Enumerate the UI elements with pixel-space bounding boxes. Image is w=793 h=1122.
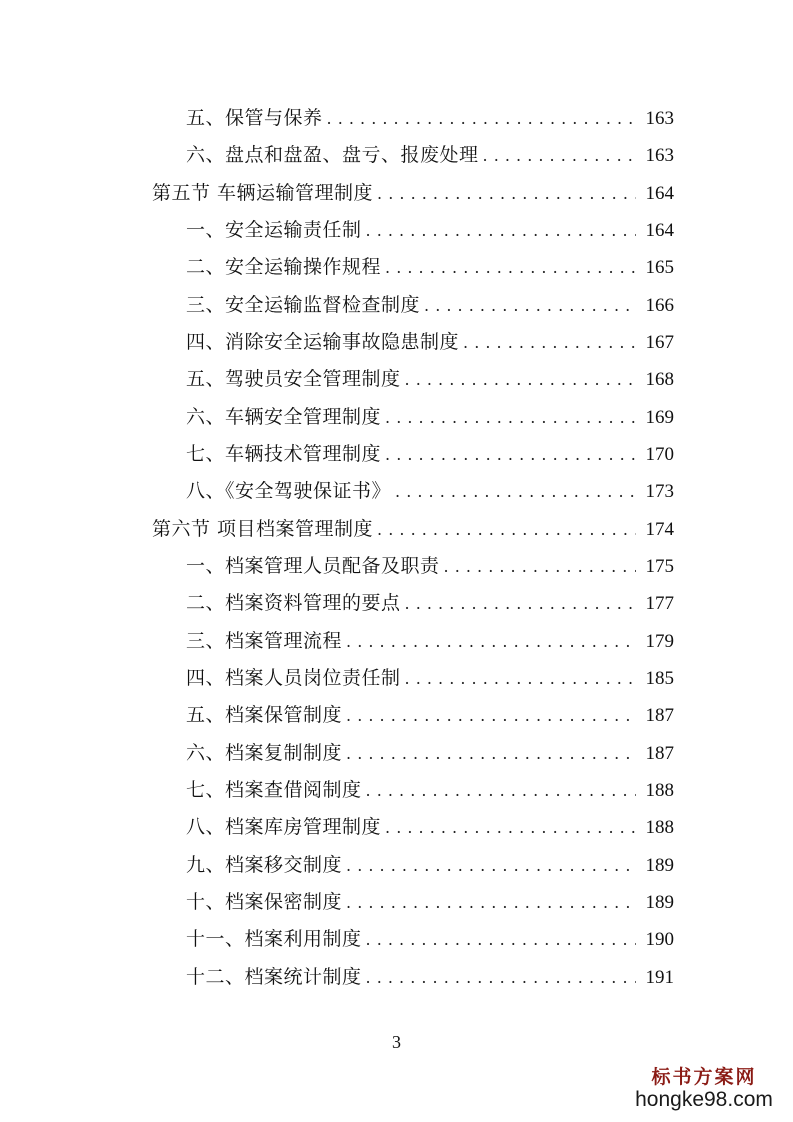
toc-entry-label: 一、档案管理人员配备及职责 — [186, 555, 440, 577]
toc-dot-leader — [463, 328, 636, 358]
toc-entry-label: 一、安全运输责任制 — [186, 219, 362, 241]
toc-entry-page: 174 — [645, 519, 674, 540]
toc-dot-leader — [366, 925, 636, 955]
toc-dot-leader — [377, 515, 636, 545]
toc-entry[interactable] — [186, 962, 674, 992]
toc-entry[interactable] — [186, 439, 674, 469]
toc-dot-leader — [377, 179, 636, 209]
toc-entry-label: 九、档案移交制度 — [186, 854, 343, 876]
toc-entry-label: 六、盘点和盘盈、盘亏、报废处理 — [186, 144, 479, 166]
toc-entry-label: 十二、档案统计制度 — [186, 966, 362, 988]
toc-entry-page: 185 — [645, 668, 674, 689]
toc-entry-page: 164 — [645, 183, 674, 204]
toc-entry[interactable] — [186, 476, 674, 506]
toc-dot-leader — [405, 664, 636, 694]
toc-entry-label: 六、档案复制制度 — [186, 742, 343, 764]
toc-entry-page: 168 — [645, 369, 674, 390]
toc-entry-page: 166 — [645, 295, 674, 316]
toc-entry[interactable] — [186, 327, 674, 357]
toc-entry-page: 187 — [645, 743, 674, 764]
toc-dot-leader — [346, 627, 636, 657]
toc-entry-label: 三、安全运输监督检查制度 — [186, 294, 421, 316]
toc-entry-page: 163 — [645, 145, 674, 166]
toc-dot-leader — [346, 701, 636, 731]
toc-entry[interactable] — [186, 551, 674, 581]
toc-entry-page: 188 — [645, 780, 674, 801]
toc-entry[interactable] — [186, 850, 674, 880]
toc-dot-leader — [346, 888, 636, 918]
toc-entry[interactable] — [186, 588, 674, 618]
toc-entry[interactable] — [186, 626, 674, 656]
toc-dot-leader — [366, 216, 636, 246]
toc-entry-label: 第五节 车辆运输管理制度 — [152, 182, 374, 204]
toc-entry[interactable] — [186, 103, 674, 133]
toc-section-entry[interactable] — [152, 178, 674, 208]
toc-dot-leader — [366, 776, 636, 806]
toc-entry-label: 七、档案查借阅制度 — [186, 779, 362, 801]
toc-entry-page: 167 — [645, 332, 674, 353]
toc-entry-label: 五、档案保管制度 — [186, 704, 343, 726]
page-number: 3 — [392, 1032, 401, 1052]
toc-entry-label: 五、驾驶员安全管理制度 — [186, 368, 401, 390]
toc-entry-label: 八、档案库房管理制度 — [186, 816, 382, 838]
watermark-title: 标书方案网 — [651, 1066, 757, 1088]
toc-entry[interactable] — [186, 738, 674, 768]
toc-entry-page: 165 — [645, 257, 674, 278]
toc-dot-leader — [327, 104, 636, 134]
toc-entry[interactable] — [186, 700, 674, 730]
toc-dot-leader — [483, 141, 636, 171]
toc-entry-page: 164 — [645, 220, 674, 241]
toc-dot-leader — [385, 813, 636, 843]
toc-entry[interactable] — [186, 887, 674, 917]
toc-entry-page: 169 — [645, 407, 674, 428]
toc-entry[interactable] — [186, 924, 674, 954]
toc-entry[interactable] — [186, 775, 674, 805]
toc-entry-label: 第六节 项目档案管理制度 — [152, 518, 374, 540]
toc-dot-leader — [385, 253, 636, 283]
watermark-url: hongke98.com — [635, 1088, 773, 1111]
toc-entry-label: 十、档案保密制度 — [186, 891, 343, 913]
toc-entry-page: 175 — [645, 556, 674, 577]
toc-dot-leader — [405, 365, 636, 395]
toc-entry-page: 173 — [645, 481, 674, 502]
toc-entry-page: 170 — [645, 444, 674, 465]
toc-dot-leader — [385, 403, 636, 433]
toc-entry-label: 八、《安全驾驶保证书》 — [186, 480, 392, 502]
toc-entry-label: 二、档案资料管理的要点 — [186, 592, 401, 614]
toc-dot-leader — [444, 552, 636, 582]
toc-entry-page: 191 — [645, 967, 674, 988]
toc-entry-page: 163 — [645, 108, 674, 129]
toc-entry-label: 十一、档案利用制度 — [186, 928, 362, 950]
toc-entry[interactable] — [186, 215, 674, 245]
toc-dot-leader — [405, 589, 636, 619]
toc-entry-label: 七、车辆技术管理制度 — [186, 443, 382, 465]
toc-entry[interactable] — [186, 663, 674, 693]
toc-entry-label: 六、车辆安全管理制度 — [186, 406, 382, 428]
toc-entry-page: 190 — [645, 929, 674, 950]
watermark — [629, 1066, 779, 1112]
toc-entry-label: 二、安全运输操作规程 — [186, 256, 382, 278]
toc-entry-page: 179 — [645, 631, 674, 652]
toc-entry[interactable] — [186, 402, 674, 432]
toc-dot-leader — [395, 477, 636, 507]
toc-entry-page: 189 — [645, 855, 674, 876]
toc-dot-leader — [366, 963, 636, 993]
toc-entry-page: 188 — [645, 817, 674, 838]
toc-entry[interactable] — [186, 812, 674, 842]
toc-dot-leader — [424, 291, 636, 321]
toc-entry[interactable] — [186, 290, 674, 320]
toc-entry[interactable] — [186, 252, 674, 282]
toc-entry[interactable] — [186, 364, 674, 394]
toc-dot-leader — [346, 739, 636, 769]
toc-entry-page: 189 — [645, 892, 674, 913]
toc-entry[interactable] — [186, 140, 674, 170]
toc-entry-label: 四、消除安全运输事故隐患制度 — [186, 331, 460, 353]
toc-entry-label: 三、档案管理流程 — [186, 630, 343, 652]
toc-entry-label: 五、保管与保养 — [186, 107, 323, 129]
toc-dot-leader — [385, 440, 636, 470]
toc-entry-page: 177 — [645, 593, 674, 614]
toc-section-entry[interactable] — [152, 514, 674, 544]
toc-entry-page: 187 — [645, 705, 674, 726]
toc-dot-leader — [346, 851, 636, 881]
toc-entry-label: 四、档案人员岗位责任制 — [186, 667, 401, 689]
